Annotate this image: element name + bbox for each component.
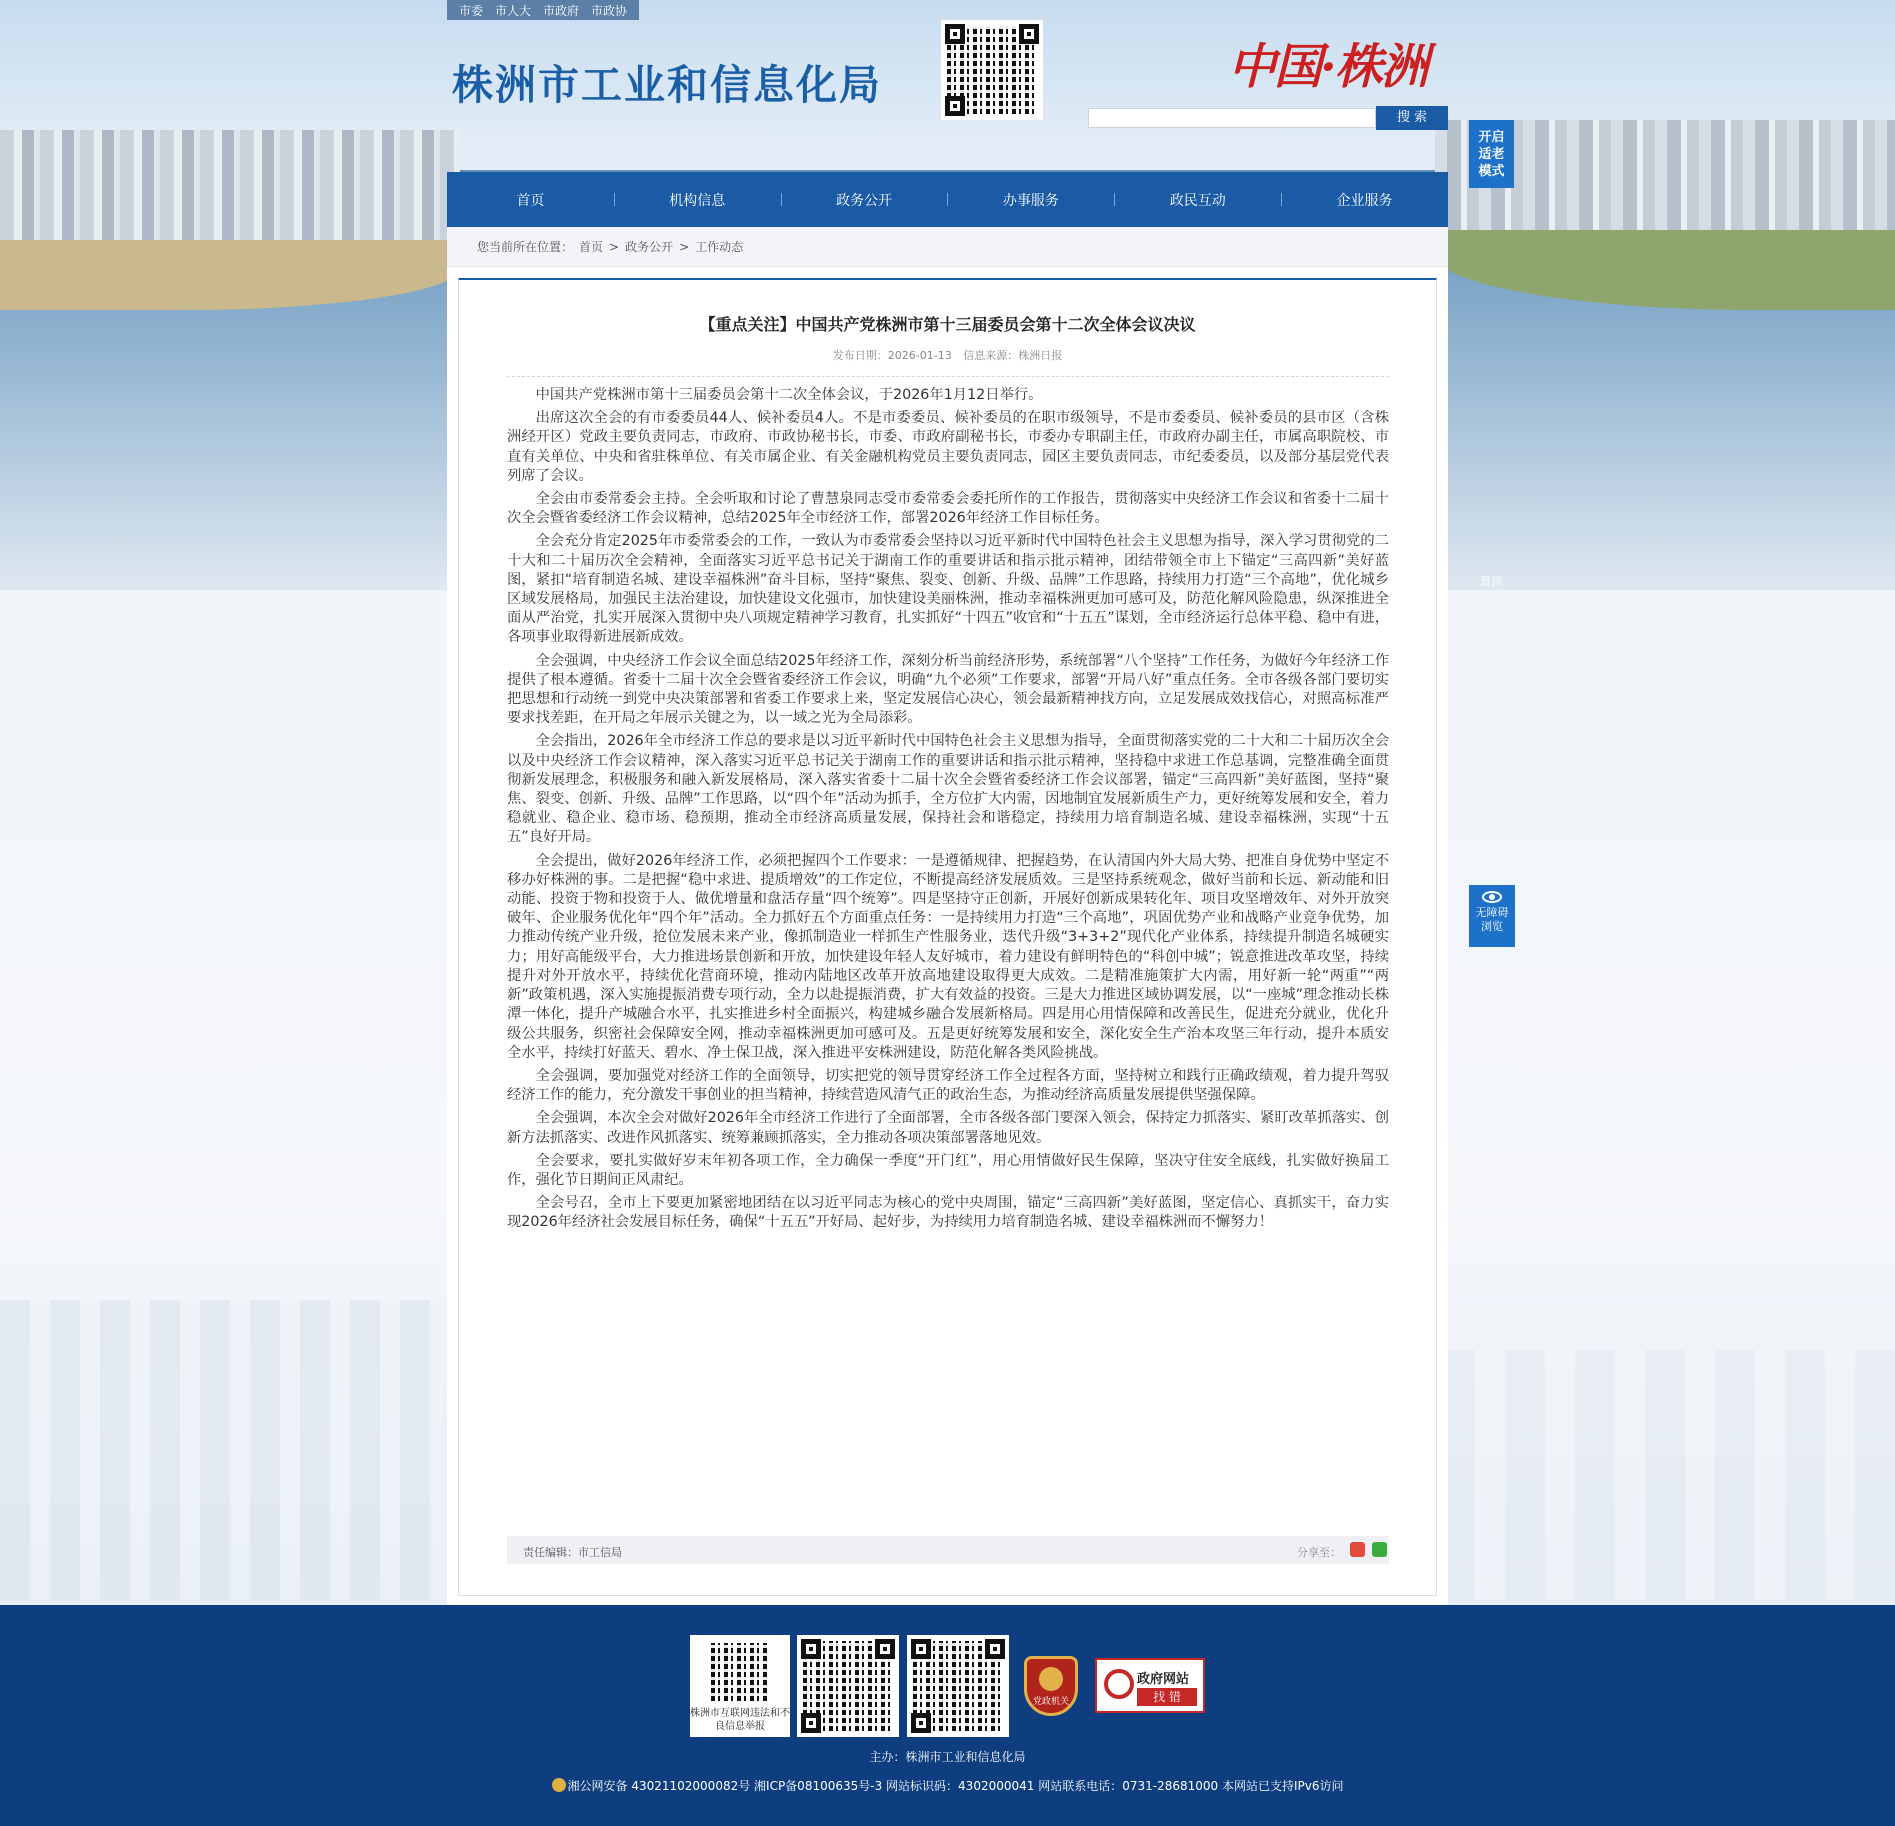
breadcrumb-item[interactable]: 首页: [579, 240, 604, 254]
emblem-icon: [1039, 1667, 1063, 1691]
report-qr-box[interactable]: [690, 1635, 790, 1737]
top-links-bar: [447, 0, 639, 20]
site-title[interactable]: 株洲市工业和信息化局: [452, 61, 882, 109]
breadcrumb-item[interactable]: 工作动态: [695, 240, 744, 254]
host-info: 主办：株洲市工业和信息化局: [869, 1750, 1026, 1764]
zhaocuo-label: 找 错: [1137, 1688, 1197, 1706]
elder-mode-label: 模式: [1478, 164, 1505, 179]
accessibility-button[interactable]: [1469, 885, 1515, 947]
wechat-icon[interactable]: [1372, 1542, 1387, 1557]
zhaocuo-title: 政府网站: [1137, 1672, 1190, 1687]
accessibility-label: 浏览: [1481, 920, 1503, 933]
article-title: 【重点关注】中国共产党株洲市第十三届委员会第十二次全体会议决议: [699, 315, 1196, 334]
paragraph: 全会强调，中央经济工作会议全面总结2025年经济工作，深刻分析当前经济形势，系统部署“八个坚持”工作任务，为做好今年经济工作提供了根本遵循。省委十二届十次全会暨省委经济工作会议，明确“九个必须”工作要求，部署“开局八好”重点任务。全市各级各部门要切实把思想和行动统一到党中央决策部署和省委工作要求上来，坚定发展信心决心，领会最新精神找方向，立足发展成效找信心，对照高标准严要求找差距，在开局之年展示关键之为，以一域之光为全局添彩。: [507, 652, 1389, 727]
top-link[interactable]: 市人大: [495, 3, 532, 18]
paragraph: 全会强调，本次全会对做好2026年全市经济工作进行了全面部署，全市各级各部门要深入领会，保持定力抓落实、紧盯改革抓落实、创新方法抓落实、改进作风抓落实、统筹兼顾抓落实，全力推动各项决策部署落地见效。: [507, 1110, 1389, 1146]
paragraph: 全会由市委常委会主持。全会听取和讨论了曹慧泉同志受市委常委会委托所作的工作报告，贯彻落实中央经济工作会议和省委十二届十次全会暨省委经济工作会议精神，总结2025年全市经济工作，部署2026年经济工作目标任务。: [507, 491, 1389, 527]
breadcrumb-item[interactable]: 政务公开: [625, 240, 674, 254]
info-source: 信息来源：株洲日报: [963, 349, 1063, 362]
elder-mode-label: 开启: [1478, 130, 1505, 145]
elder-mode-label: 适老: [1478, 147, 1505, 162]
nav-services[interactable]: 办事服务: [947, 172, 1114, 227]
paragraph: 出席这次全会的有市委委员44人、候补委员4人。不是市委委员、候补委员的在职市级领导，不是市委委员、候补委员的县市区（含株洲经开区）党政主要负责同志，市政府、市政协秘书长，市委、市政府副秘书长，市委办专职副主任，市政府办副主任，市属高职院校、市直有关单位、中央和省驻株单位、有关市属企业、有关金融机构党员主要负责同志，园区主要负责同志，市纪委委员，以及部分基层党代表列席了会议。: [507, 410, 1389, 484]
paragraph: 全会号召，全市上下要更加紧密地团结在以习近平同志为核心的党中央周围，锚定“三高四新”美好蓝图，坚定信心、真抓实干，奋力实现2026年经济社会发展目标任务，确保“十五五”开好局、起好步，为持续用力培育制造名城、建设幸福株洲而不懈努力！: [507, 1195, 1389, 1231]
eye-icon: [1482, 891, 1502, 903]
nav-interaction[interactable]: 政民互动: [1114, 172, 1281, 227]
paragraph: 全会提出，做好2026年经济工作，必须把握四个工作要求：一是遵循规律、把握趋势，在认清国内外大局大势、把准自身优势中坚定不移办好株洲的事。二是把握“稳中求进、提质增效”的工作定位，不断提高经济发展质效。三是坚持系统观念，做好当前和长远、新动能和旧动能、投资于物和投资于人、做优增量和盘活存量“四个统筹”。四是坚持守正创新，开展好创新成果转化年、项目攻坚增效年、对外开放突破年、企业服务优化年“四个年”活动。全力抓好五个方面重点任务：一是持续用力打造“三个高地”，巩固优势产业和战略产业竞争优势，加力推动传统产业升级，抢位发展未来产业，像抓制造业一样抓生产性服务业，迭代升级“3+3+2”现代化产业体系，持续提升制造名城硬实力；用好高能级平台，大力推进场景创新和开放，加快建设年轻人友好城市，着力建设有鲜明特色的“科创中城”；锐意推进改革攻坚，持续提升对外开放水平，持续优化营商环境，推动内陆地区改革开放高地建设取得更大成效。二是精准施策扩大内需，用好新一轮“两重”“两新”政策机遇，深入实施提振消费专项行动，全力以赴提振消费，扩大有效益的投资。三是大力推进区域协调发展，以“一座城”理念推动长株潭一体化，提升产城融合水平，扎实推进乡村全面振兴，构建城乡融合发展新格局。四是用心用情保障和改善民生，促进充分就业，优化升级公共服务，织密社会保障安全网，推动幸福株洲更加可感可及。五是更好统筹发展和安全，深化安全生产治本攻坚三年行动，提升本质安全水平，持续打好蓝天、碧水、净土保卫战，深入推进平安株洲建设，防范化解各类风险挑战。: [507, 852, 1389, 1061]
report-label: 株洲市互联网违法和不良信息举报: [690, 1708, 790, 1732]
paragraph: 中国共产党株洲市第十三届委员会第十二次全体会议，于2026年1月12日举行。: [535, 387, 1043, 403]
icp-text[interactable]: 湘公网安备 43021102000082号 湘ICP备08100635号-3 网站标识码：4302000041 网站联系电话：0731-28681000 本网站已支持IPv6访问: [567, 1779, 1344, 1793]
responsible-editor: 责任编辑：市工信局: [523, 1546, 622, 1559]
report-qr-code: [709, 1641, 771, 1703]
weibo-icon[interactable]: [1350, 1542, 1365, 1557]
back-to-top-tag[interactable]: 置顶: [1480, 575, 1502, 588]
report-error-button[interactable]: [1095, 1658, 1205, 1713]
main-nav: [447, 172, 1448, 227]
wechat-qr-code: [941, 20, 1043, 120]
breadcrumb-prefix: 您当前所在位置：: [477, 240, 574, 254]
paragraph: 全会充分肯定2025年市委常委会的工作，一致认为市委常委会坚持以习近平新时代中国特色社会主义思想为指导，深入学习贯彻党的二十大和二十届历次全会精神，全面落实习近平总书记关于湖南工作的重要讲话和指示批示精神，团结带领全市上下锚定“三高四新”美好蓝图，紧扣“培育制造名城、建设幸福株洲”奋斗目标，坚持“聚焦、裂变、创新、升级、品牌”工作思路，持续用力打造“三个高地”，优化城乡区域发展格局，加强民主法治建设，加快建设文化强市，加快建设美丽株洲，推动幸福株洲更加可感可及，防范化解风险隐患，纵深推进全面从严治党，扎实开展深入贯彻中央八项规定精神学习教育，扎实抓好“十四五”收官和“十五五”谋划，全市经济运行总体平稳、稳中有进，各项事业取得新进展新成效。: [507, 533, 1389, 646]
icp-info: [0, 1777, 1895, 1794]
magnifier-icon: [1104, 1669, 1134, 1699]
main-content: [447, 227, 1448, 1605]
police-badge-icon: [552, 1778, 566, 1792]
paragraph: 全会指出，2026年全市经济工作总的要求是以习近平新时代中国特色社会主义思想为指导，全面贯彻落实党的二十大和二十届历次全会以及中央经济工作会议精神，深入落实习近平总书记关于湖南工作的重要讲话和指示批示精神，坚持稳中求进工作总基调，完整准确全面贯彻新发展理念，积极服务和融入新发展格局，深入落实省委十二届十次全会暨省委经济工作会议部署，锚定“三高四新”美好蓝图，坚持“聚焦、裂变、创新、升级、品牌”工作思路，以“四个年”活动为抓手，全方位扩大内需，因地制宜发展新质生产力，更好统筹发展和安全，着力稳就业、稳企业、稳市场、稳预期，推动全市经济高质量发展，保持社会和谐稳定，持续用力培育制造名城、建设幸福株洲，实现“十五五”良好开局。: [507, 733, 1389, 846]
article-meta: [459, 347, 1436, 363]
search-input[interactable]: [1088, 108, 1376, 128]
top-link[interactable]: 市委: [459, 3, 484, 18]
china-zhuzhou-logo: 中国·株洲: [1228, 39, 1427, 95]
paragraph: 全会要求，要扎实做好岁末年初各项工作，全力确保一季度“开门红”，用心用情做好民生保障，坚决守住安全底线，扎实做好换届工作，强化节日期间正风肃纪。: [507, 1152, 1389, 1188]
breadcrumb-separator: >: [679, 239, 690, 254]
paragraph: 全会强调，要加强党对经济工作的全面领导，切实把党的领导贯穿经济工作全过程各方面，坚持树立和践行正确政绩观，着力提升驾驭经济工作的能力，充分激发干事创业的担当精神，持续营造风清气正的政治生态，为推动经济高质量发展提供坚强保障。: [507, 1067, 1389, 1104]
search-button[interactable]: 搜 索: [1376, 106, 1448, 130]
nav-government-affairs[interactable]: 政务公开: [781, 172, 948, 227]
divider: [507, 376, 1389, 377]
nav-organization-info[interactable]: 机构信息: [614, 172, 781, 227]
breadcrumb-separator: >: [609, 239, 620, 254]
party-government-badge[interactable]: [1024, 1656, 1078, 1716]
publish-date: 发布日期：2026-01-13: [832, 349, 952, 362]
accessibility-label: 无障碍: [1475, 906, 1509, 919]
badge-label: 党政机关: [1032, 1697, 1069, 1707]
breadcrumb: [447, 227, 1448, 267]
article: [458, 278, 1437, 1596]
article-body: [507, 386, 1389, 1237]
elder-mode-button[interactable]: [1469, 120, 1514, 188]
nav-enterprise-services[interactable]: 企业服务: [1281, 172, 1448, 227]
footer: [0, 1605, 1895, 1826]
nav-home[interactable]: 首页: [516, 192, 545, 209]
share-label: 分享至：: [1297, 1546, 1341, 1559]
top-link[interactable]: 市政协: [591, 3, 628, 18]
qr-code: [907, 1635, 1009, 1737]
top-link[interactable]: 市政府: [543, 3, 580, 18]
qr-code: [797, 1635, 899, 1737]
article-footer: [507, 1536, 1389, 1564]
